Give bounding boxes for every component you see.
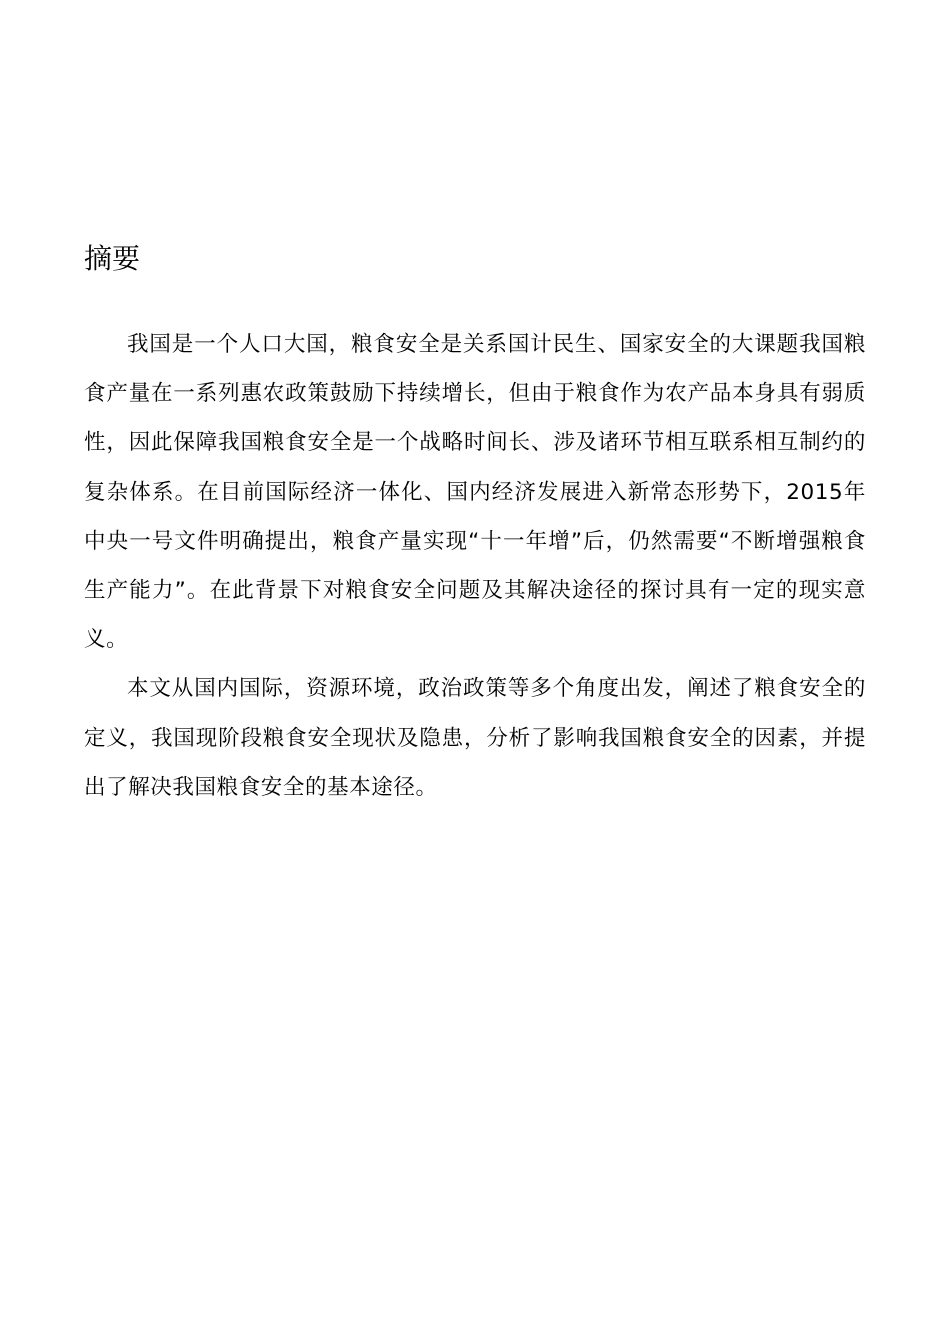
abstract-title: 摘要: [84, 242, 141, 275]
abstract-paragraph-1: 我国是一个人口大国，粮食安全是关系国计民生、国家安全的大课题我国粮食产量在一系列惠农政策鼓励下持续增长，但由于粮食作为农产品本身具有弱质性，因此保障我国粮食安全是一个战略时间长、涉及诸环节相互联系相互制约的复杂体系。在目前国际经济一体化、国内经济发展进入新常态形势下，2015年中央一号文件明确提出，粮食产量实现“十一年增”后，仍然需要“不断增强粮食生产能力”。在此背景下对粮食安全问题及其解决途径的探讨具有一定的现实意义。: [84, 332, 866, 653]
abstract-body: [84, 320, 866, 812]
abstract-paragraph-2: 本文从国内国际，资源环境，政治政策等多个角度出发，阐述了粮食安全的定义，我国现阶段粮食安全现状及隐患，分析了影响我国粮食安全的因素，并提出了解决我国粮食安全的基本途径。: [84, 676, 866, 800]
